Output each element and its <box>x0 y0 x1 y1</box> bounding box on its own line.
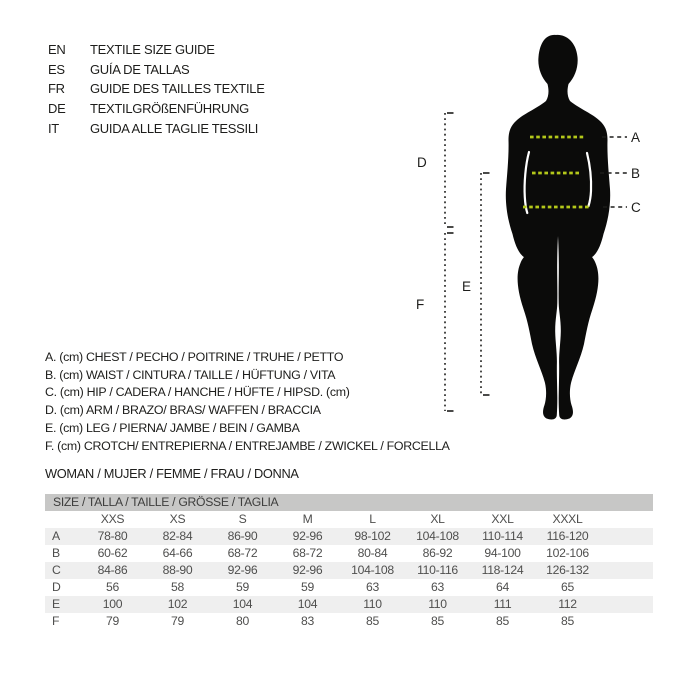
size-value: 102 <box>167 597 188 611</box>
size-value: 126-132 <box>546 563 589 577</box>
size-value: 86-92 <box>422 546 453 560</box>
size-column-header: XS <box>169 512 186 526</box>
size-value: 68-72 <box>292 546 323 560</box>
size-value: 64-66 <box>162 546 193 560</box>
chest-label: A <box>631 130 641 145</box>
size-value: 110 <box>428 597 447 611</box>
size-value: 64 <box>496 580 509 594</box>
size-value: 80-84 <box>357 546 388 560</box>
size-value: 116-120 <box>546 529 589 543</box>
size-column-header: XXXL <box>552 512 583 526</box>
hip-label: C <box>631 200 641 215</box>
row-measure-label: E <box>52 597 60 611</box>
size-value: 92-96 <box>292 563 323 577</box>
size-table <box>45 494 653 630</box>
size-value: 63 <box>431 580 444 594</box>
size-value: 85 <box>366 614 379 628</box>
measurement-legend-line: F. (cm) CROTCH/ ENTREPIERNA / ENTREJAMBE / ZWICKEL / FORCELLA <box>45 438 450 453</box>
size-value: 59 <box>301 580 314 594</box>
gender-heading: WOMAN / MUJER / FEMME / FRAU / DONNA <box>45 466 299 481</box>
size-table-row <box>45 613 653 630</box>
size-table-row <box>45 596 653 613</box>
measurement-legend <box>45 349 450 455</box>
size-value: 104-108 <box>351 563 394 577</box>
measurement-legend-line: B. (cm) WAIST / CINTURA / TAILLE / HÜFTUNG / VITA <box>45 367 336 382</box>
language-title-list <box>48 40 265 139</box>
size-value: 82-84 <box>162 529 193 543</box>
size-value: 118-124 <box>481 563 524 577</box>
size-value: 58 <box>171 580 184 594</box>
size-column-header: L <box>369 512 376 526</box>
row-measure-label: B <box>52 546 60 560</box>
size-value: 68-72 <box>227 546 258 560</box>
size-value: 59 <box>236 580 249 594</box>
measurement-legend-line: D. (cm) ARM / BRAZO/ BRAS/ WAFFEN / BRACCIA <box>45 403 321 418</box>
size-table-row <box>45 545 653 562</box>
row-measure-label: C <box>52 563 61 577</box>
language-row <box>48 119 265 139</box>
measurement-legend-line: E. (cm) LEG / PIERNA/ JAMBE / BEIN / GAMBA <box>45 420 300 435</box>
size-value: 78-80 <box>97 529 128 543</box>
language-code: EN <box>48 42 66 57</box>
language-code: DE <box>48 101 66 117</box>
language-row <box>48 99 265 119</box>
size-value: 85 <box>431 614 444 628</box>
crotch-label: F <box>416 297 425 312</box>
size-value: 92-96 <box>292 529 323 543</box>
size-column-header: XL <box>430 512 445 526</box>
size-columns-spacer <box>45 511 80 528</box>
waist-label: B <box>631 166 641 181</box>
row-measure-label: D <box>52 580 61 594</box>
size-table-row <box>45 562 653 579</box>
size-column-header: M <box>302 512 313 526</box>
language-title: GUIDA ALLE TAGLIE TESSILI <box>90 120 259 136</box>
size-value: 79 <box>171 614 184 628</box>
size-value: 104 <box>232 597 253 611</box>
size-value: 110-114 <box>482 529 523 543</box>
size-table-body <box>45 528 653 630</box>
language-title: GUÍA DE TALLAS <box>90 61 190 77</box>
size-columns-row <box>45 511 653 528</box>
size-column-header: S <box>238 512 247 526</box>
size-value: 86-90 <box>227 529 258 543</box>
arm-label: D <box>417 155 427 170</box>
size-value: 88-90 <box>162 563 193 577</box>
measurement-legend-line: C. (cm) HIP / CADERA / HANCHE / HÜFTE / HIPSD. (cm) <box>45 385 350 400</box>
measurement-legend-line: A. (cm) CHEST / PECHO / POITRINE / TRUHE / PETTO <box>45 350 344 364</box>
language-title: TEXTILE SIZE GUIDE <box>90 42 215 57</box>
size-value: 112 <box>558 597 577 611</box>
size-value: 98-102 <box>354 529 391 543</box>
leg-label: E <box>462 279 472 294</box>
size-value: 110-116 <box>417 563 458 577</box>
language-code: ES <box>48 61 65 77</box>
language-row <box>48 40 265 60</box>
language-row <box>48 79 265 99</box>
size-value: 111 <box>493 597 512 611</box>
size-value: 92-96 <box>227 563 258 577</box>
language-code: FR <box>48 81 65 97</box>
language-row <box>48 60 265 80</box>
size-value: 104-108 <box>416 529 459 543</box>
size-value: 63 <box>366 580 379 594</box>
size-value: 110 <box>363 597 382 611</box>
size-value: 85 <box>496 614 509 628</box>
row-measure-label: A <box>52 529 60 543</box>
size-value: 102-106 <box>546 546 589 560</box>
size-value: 65 <box>561 580 574 594</box>
size-column-header: XXS <box>100 512 125 526</box>
size-value: 94-100 <box>484 546 521 560</box>
language-title: GUIDE DES TAILLES TEXTILE <box>90 81 265 97</box>
size-value: 85 <box>561 614 574 628</box>
language-title: TEXTILGRÖßENFÜHRUNG <box>90 101 249 117</box>
size-column-header: XXL <box>491 512 514 526</box>
size-value: 80 <box>236 614 249 628</box>
woman-silhouette <box>506 35 610 420</box>
size-value: 83 <box>301 614 314 628</box>
size-table-row <box>45 528 653 545</box>
size-value: 84-86 <box>97 563 128 577</box>
size-table-row <box>45 579 653 596</box>
row-measure-label: F <box>52 614 60 628</box>
size-value: 56 <box>106 580 119 594</box>
size-table-header: SIZE / TALLA / TAILLE / GRÖSSE / TAGLIA <box>45 494 653 511</box>
size-value: 79 <box>106 614 119 628</box>
language-code: IT <box>48 120 59 136</box>
size-value: 104 <box>297 597 318 611</box>
size-value: 100 <box>102 597 123 611</box>
size-value: 60-62 <box>97 546 128 560</box>
